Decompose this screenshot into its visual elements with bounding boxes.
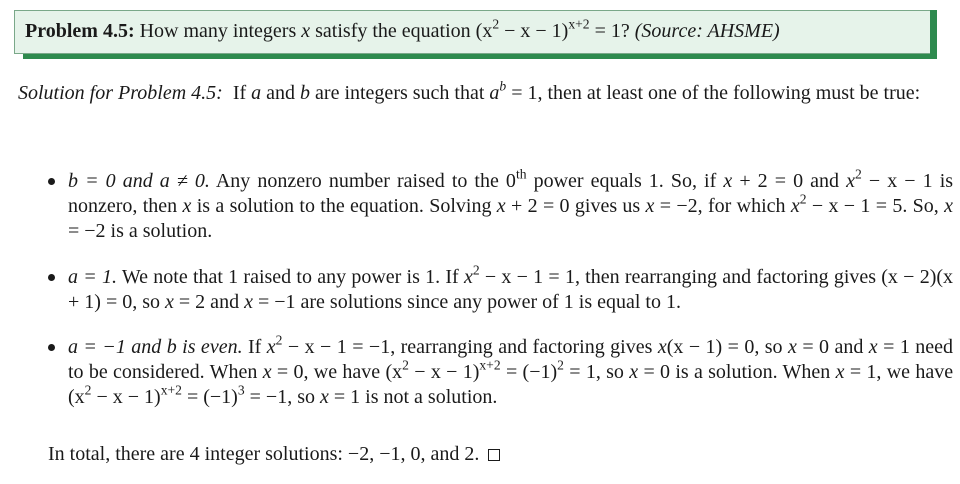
var-x: x — [319, 386, 329, 408]
exponent: 2 — [472, 262, 480, 278]
text: power equals 1. So, if — [533, 170, 717, 192]
problem-box-accent-shadow — [23, 54, 937, 59]
var-x: x — [846, 170, 855, 192]
text: = 1 need to be considered. When — [68, 336, 954, 383]
text: − x − 1 is nonzero, then — [68, 170, 954, 217]
exponent: 2 — [855, 166, 862, 182]
case-list — [48, 166, 954, 410]
text: + 2 = 0 and — [739, 170, 840, 192]
problem-text-part: satisfy the equation (x — [315, 20, 493, 42]
solution-intro — [18, 80, 953, 106]
text: + 2 = 0 gives us — [511, 195, 641, 217]
exponent: 2 — [492, 16, 500, 32]
superscript: th — [515, 166, 527, 182]
exponent: x+2 — [479, 357, 501, 373]
text: − x − 1) — [414, 361, 480, 383]
case-condition: a = −1 and b is even. — [68, 336, 243, 358]
text: and — [266, 82, 296, 104]
var-x: x — [266, 336, 276, 358]
list-item-case-b-zero — [48, 166, 954, 244]
text: = −1, so — [249, 386, 315, 408]
text: = −2 is a solution. — [68, 220, 213, 242]
text: = 1, we have (x — [68, 361, 954, 408]
exponent-b: b — [499, 78, 507, 94]
var-x: x — [244, 291, 253, 313]
text: − x − 1 = 1, then rearranging and factoring gives (x − 2)(x + 1) = 0, so — [68, 266, 954, 313]
var-x: x — [301, 20, 311, 42]
problem-box-accent-bar — [930, 10, 937, 54]
var-x: x — [788, 336, 797, 358]
text: = 0 and — [802, 336, 864, 358]
text: = 1, then at least one of the following must be true: — [511, 82, 921, 104]
var-x: x — [868, 336, 878, 358]
exponent: x+2 — [160, 382, 182, 398]
var-x: x — [790, 195, 800, 217]
text: If — [232, 82, 247, 104]
exponent: 3 — [237, 382, 245, 398]
var-x: x — [262, 361, 272, 383]
bullet-dot — [48, 274, 55, 281]
qed-square-icon — [488, 449, 500, 461]
var-a: a — [251, 82, 262, 104]
bullet-dot — [48, 178, 55, 185]
conclusion-text: In total, there are 4 integer solutions: −2, −1, 0, and 2. — [48, 443, 480, 465]
var-a: a — [489, 82, 500, 104]
text: If — [248, 336, 262, 358]
problem-label: Problem 4.5: — [25, 20, 135, 42]
text: − x − 1 = −1, rearranging and factoring gives — [287, 336, 653, 358]
var-x: x — [835, 361, 845, 383]
conclusion — [48, 443, 500, 466]
var-x: x — [182, 195, 192, 217]
text: = (−1) — [186, 386, 238, 408]
var-x: x — [463, 266, 473, 288]
list-item-case-a-one — [48, 262, 954, 315]
text: − x − 1 = 5. So, — [811, 195, 939, 217]
problem-box — [14, 10, 936, 54]
exponent: 2 — [402, 357, 409, 373]
problem-statement — [25, 16, 780, 43]
var-x: x — [629, 361, 639, 383]
problem-text-part: How many integers — [139, 20, 297, 42]
text: is a solution to the equation. Solving — [196, 195, 492, 217]
case-condition: a = 1. — [68, 266, 117, 288]
text: We note that 1 raised to any power is 1. If — [121, 266, 459, 288]
text: = −2, for which — [659, 195, 786, 217]
text: = −1 are solutions since any power of 1 is equal to 1. — [257, 291, 681, 313]
exponent: 2 — [275, 332, 283, 348]
text: (x − 1) = 0, so — [666, 336, 783, 358]
text: − x − 1) — [96, 386, 161, 408]
var-b: b — [300, 82, 311, 104]
exponent: 2 — [557, 357, 564, 373]
text: are integers such that — [315, 82, 485, 104]
exponent: 2 — [84, 382, 92, 398]
text: = 0 is a solution. When — [643, 361, 831, 383]
var-x: x — [645, 195, 655, 217]
var-x: x — [944, 195, 954, 217]
var-x: x — [165, 291, 174, 313]
text: = 1 is not a solution. — [333, 386, 498, 408]
var-x: x — [723, 170, 733, 192]
problem-text-part: = 1? — [594, 20, 630, 42]
text: = 1, so — [569, 361, 624, 383]
var-x: x — [496, 195, 506, 217]
list-item-case-a-neg-one — [48, 332, 954, 410]
text: = 2 and — [178, 291, 240, 313]
text: = (−1) — [505, 361, 558, 383]
problem-text-part: − x − 1) — [504, 20, 569, 42]
solution-label: Solution for Problem 4.5: — [18, 82, 223, 104]
var-x: x — [657, 336, 667, 358]
text: Any nonzero number raised to the 0 — [215, 170, 516, 192]
text: = 0, we have (x — [276, 361, 403, 383]
case-condition: b = 0 and a ≠ 0. — [68, 170, 210, 192]
exponent: x+2 — [568, 16, 590, 32]
bullet-dot — [48, 344, 55, 351]
exponent: 2 — [799, 191, 807, 207]
problem-source: (Source: AHSME) — [634, 20, 780, 42]
